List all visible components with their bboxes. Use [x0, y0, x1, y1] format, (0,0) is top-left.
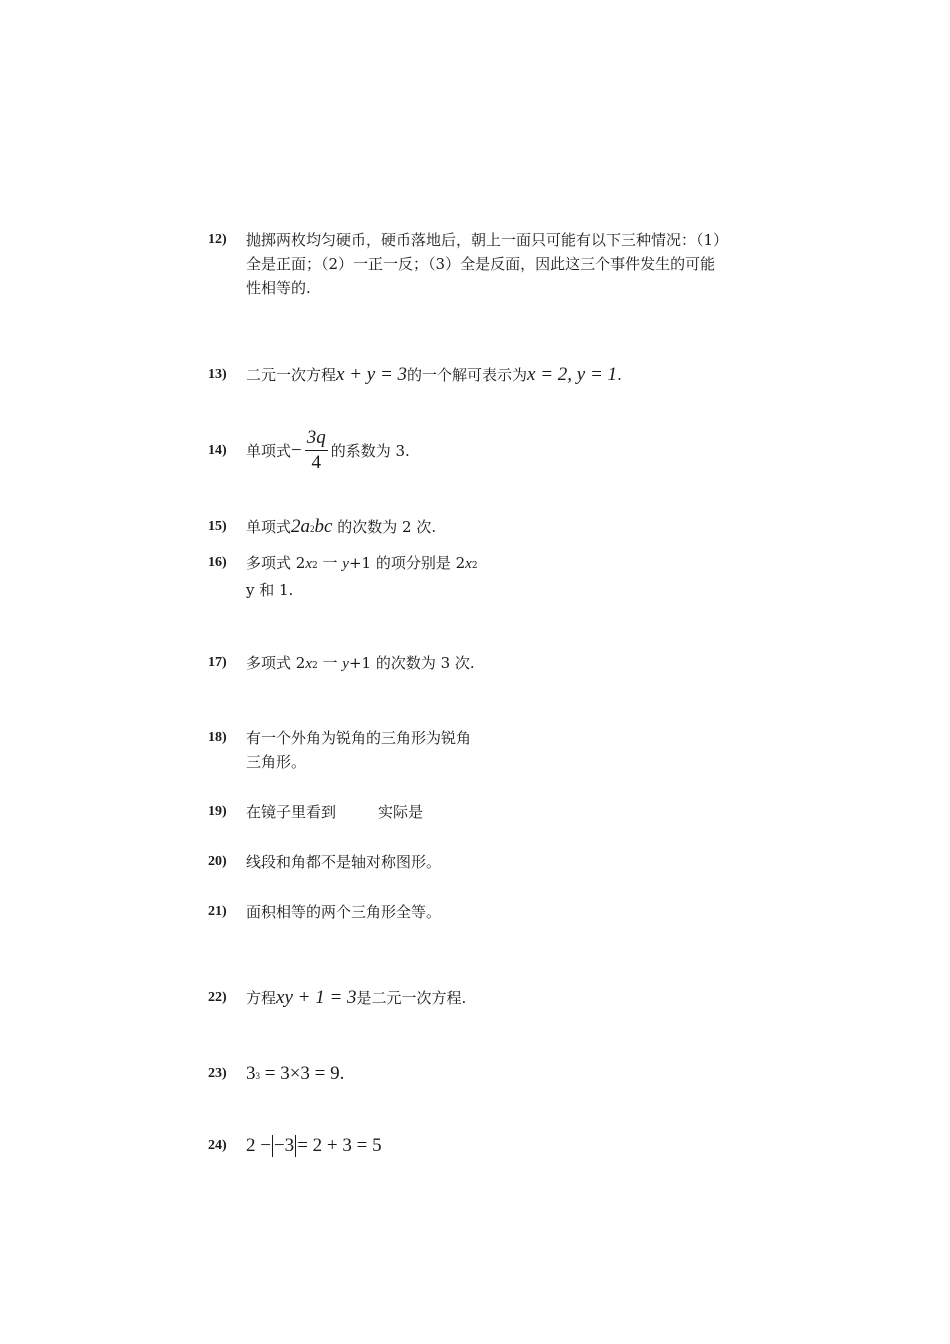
- question-23: [208, 1062, 768, 1088]
- denominator: 4: [311, 452, 321, 473]
- question-number: 19): [208, 804, 227, 819]
- question-18: [208, 726, 768, 774]
- question-number: 23): [208, 1066, 227, 1081]
- question-number: 13): [208, 367, 227, 382]
- question-number: 22): [208, 990, 227, 1005]
- question-text: 方程xy + 1 = 3是二元一次方程.: [246, 987, 467, 1008]
- abs-bar-left: [272, 1135, 273, 1157]
- fraction: [305, 426, 328, 475]
- question-number: 20): [208, 854, 227, 869]
- minus-sign: −: [291, 439, 302, 461]
- question-text: 二元一次方程x + y = 3的一个解可表示为x = 2, y = 1.: [246, 364, 622, 385]
- question-number: 21): [208, 904, 227, 919]
- question-number: 17): [208, 655, 227, 670]
- question-text: 单项式2a2bc 的次数为 2 次.: [246, 516, 437, 537]
- question-12: [208, 228, 728, 300]
- solution: x = 2, y = 1: [527, 364, 618, 385]
- equation: x + y = 3: [336, 364, 408, 385]
- question-21: [208, 900, 768, 924]
- question-13: [208, 363, 768, 387]
- question-number: 16): [208, 555, 227, 570]
- question-text: 在镜子里看到 实际是: [246, 803, 424, 821]
- question-number: 14): [208, 443, 227, 458]
- question-text: 2 − −3 = 2 + 3 = 5: [246, 1135, 382, 1156]
- question-16: [208, 551, 768, 602]
- question-text: 线段和角都不是轴对称图形。: [246, 853, 442, 871]
- numerator: 3q: [305, 426, 328, 451]
- question-17: [208, 651, 768, 678]
- question-24: [208, 1134, 768, 1158]
- question-15: [208, 515, 768, 541]
- question-22: [208, 986, 768, 1010]
- question-text: 多项式 2x2 一 y+1 的项分别是 2x2 y 和 1.: [246, 554, 478, 599]
- question-19: [208, 800, 768, 824]
- question-20: [208, 850, 768, 874]
- equation: xy + 1 = 3: [276, 987, 357, 1008]
- abs-bar-right: [295, 1135, 296, 1157]
- question-number: 12): [208, 232, 227, 247]
- question-number: 24): [208, 1138, 227, 1153]
- question-text: 抛掷两枚均匀硬币，硬币落地后，朝上一面只可能有以下三种情况：（1）全是正面；（2）一正一反；（3）全是反面，因此这三个事件发生的可能性相等的.: [246, 231, 721, 297]
- question-text: 多项式 2x2 一 y+1 的次数为 3 次.: [246, 654, 475, 672]
- question-text: 33 = 3×3 = 9.: [246, 1063, 345, 1084]
- question-text: 单项式 − $\frac{3q}{4}$ 的系数为 3.: [246, 427, 410, 473]
- question-text: 面积相等的两个三角形全等。: [246, 903, 442, 921]
- question-text: 有一个外角为锐角的三角形为锐角 三角形。: [246, 729, 472, 771]
- question-14: [208, 426, 768, 475]
- question-number: 18): [208, 730, 227, 745]
- question-number: 15): [208, 519, 227, 534]
